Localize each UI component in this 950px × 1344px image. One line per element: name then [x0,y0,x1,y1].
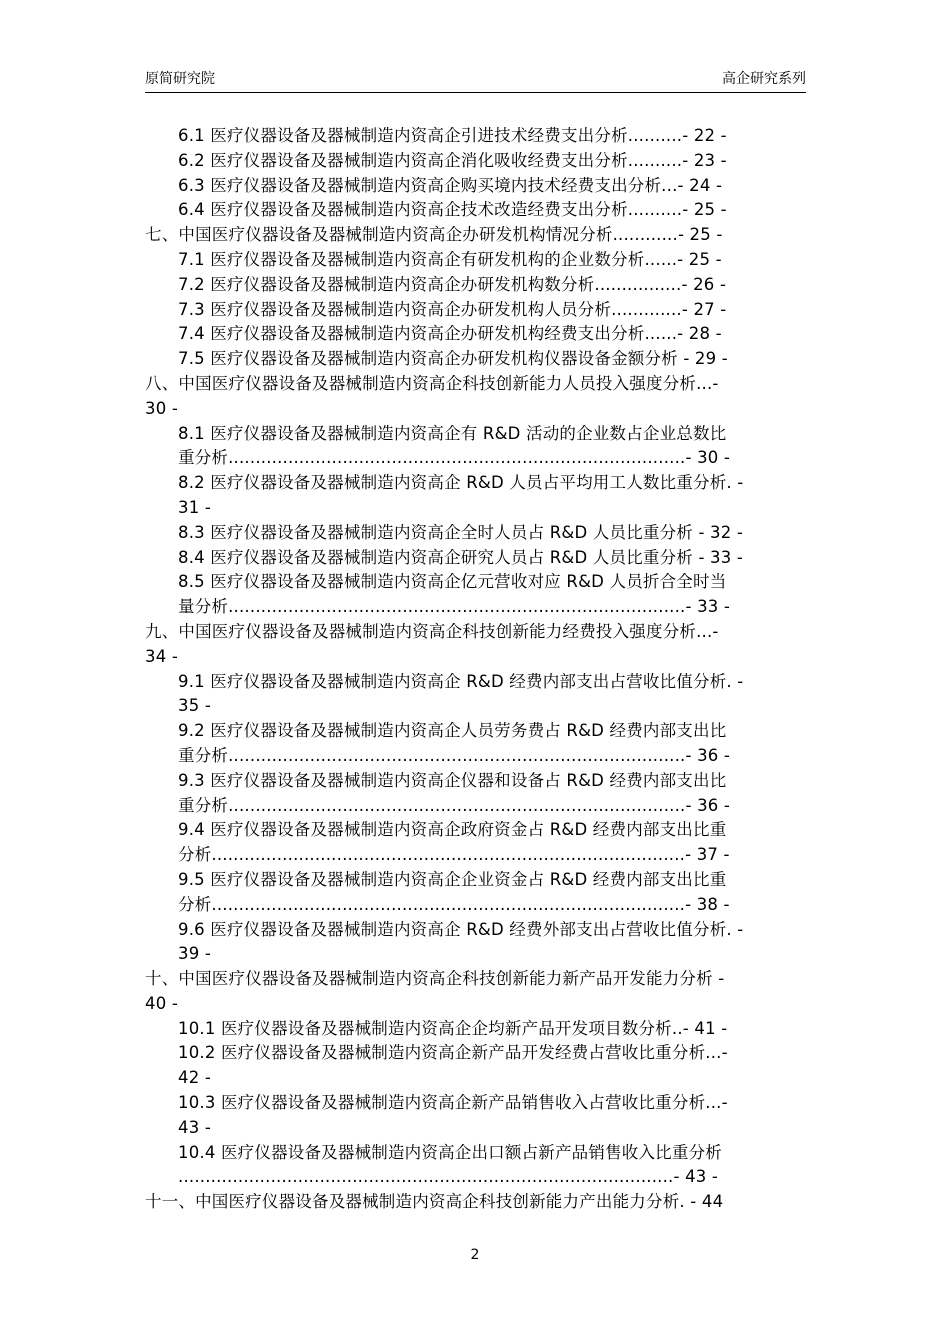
toc-entry-line: 6.1 医疗仪器设备及器械制造内资高企引进技术经费支出分析..........- 22 - [178,126,727,145]
toc-chapter-entry[interactable] [145,223,807,248]
toc-entry-line: 31 - [178,497,211,517]
toc-entry-line: ...........................................................................................- 43 - [178,1167,719,1187]
toc-entry-line: 8.4 医疗仪器设备及器械制造内资高企研究人员占 R&D 人员比重分析 - 33 - [178,547,744,567]
toc-entry-line: 重分析....................................................................................- 36 - [178,745,731,765]
toc-entry-line: 7.5 医疗仪器设备及器械制造内资高企办研发机构仪器设备金额分析 - 29 - [178,349,728,369]
toc-section-entry[interactable] [145,1041,807,1091]
toc-section-entry[interactable] [145,868,807,918]
toc-section-entry[interactable] [145,298,807,323]
toc-entry-line: 七、中国医疗仪器设备及器械制造内资高企办研发机构情况分析............- 25 - [145,225,723,245]
toc-entry-line: 6.2 医疗仪器设备及器械制造内资高企消化吸收经费支出分析..........- 23 - [178,150,727,170]
header-series: 高企研究系列 [722,71,806,87]
toc-chapter-entry[interactable] [145,372,807,422]
toc-entry-line: 42 - [178,1068,211,1088]
toc-entry-line: 九、中国医疗仪器设备及器械制造内资高企科技创新能力经费投入强度分析...- [145,621,719,641]
toc-section-entry[interactable] [145,347,807,372]
toc-entry-line: 10.3 医疗仪器设备及器械制造内资高企新产品销售收入占营收比重分析...- [178,1093,728,1113]
toc-section-entry[interactable] [145,149,807,174]
toc-entry-line: 重分析....................................................................................- 30 - [178,448,731,468]
toc-section-entry[interactable] [145,769,807,819]
toc-entry-line: 34 - [145,646,178,666]
toc-entry-line: 6.4 医疗仪器设备及器械制造内资高企技术改造经费支出分析..........- 25 - [178,200,727,220]
toc-section-entry[interactable] [145,322,807,347]
toc-entry-line: 9.1 医疗仪器设备及器械制造内资高企 R&D 经费内部支出占营收比值分析. - [178,671,744,691]
toc-chapter-entry[interactable] [145,967,807,1017]
page-number: 2 [470,1247,480,1263]
toc-entry-line: 量分析....................................................................................- 33 - [178,597,731,617]
toc-section-entry[interactable] [145,570,807,620]
toc-entry-line: 9.3 医疗仪器设备及器械制造内资高企仪器和设备占 R&D 经费内部支出比 [178,770,727,790]
toc-section-entry[interactable] [145,546,807,571]
page-header [145,70,806,93]
toc-chapter-entry[interactable] [145,620,807,670]
toc-entry-line: 7.1 医疗仪器设备及器械制造内资高企有研发机构的企业数分析......- 25 - [178,249,722,269]
toc-entry-line: 30 - [145,398,178,418]
toc-entry-line: 八、中国医疗仪器设备及器械制造内资高企科技创新能力人员投入强度分析...- [145,373,719,393]
toc-section-entry[interactable] [145,248,807,273]
toc-entry-line: 8.1 医疗仪器设备及器械制造内资高企有 R&D 活动的企业数占企业总数比 [178,423,727,443]
table-of-contents [145,124,807,1215]
toc-entry-line: 9.6 医疗仪器设备及器械制造内资高企 R&D 经费外部支出占营收比值分析. - [178,919,744,939]
toc-entry-line: 7.2 医疗仪器设备及器械制造内资高企办研发机构数分析................- 26 - [178,274,727,294]
toc-entry-line: 40 - [145,993,178,1013]
toc-section-entry[interactable] [145,1091,807,1141]
toc-section-entry[interactable] [145,471,807,521]
toc-section-entry[interactable] [145,670,807,720]
toc-section-entry[interactable] [145,273,807,298]
toc-entry-line: 7.4 医疗仪器设备及器械制造内资高企办研发机构经费支出分析......- 28 - [178,324,722,344]
toc-entry-line: 8.5 医疗仪器设备及器械制造内资高企亿元营收对应 R&D 人员折合全时当 [178,572,727,592]
toc-entry-line: 9.2 医疗仪器设备及器械制造内资高企人员劳务费占 R&D 经费内部支出比 [178,721,727,741]
toc-entry-line: 39 - [178,944,211,964]
toc-section-entry[interactable] [145,818,807,868]
toc-entry-line: 10.1 医疗仪器设备及器械制造内资高企企均新产品开发项目数分析..- 41 - [178,1018,728,1038]
toc-section-entry[interactable] [145,198,807,223]
toc-entry-line: 分析.......................................................................................- 37 - [178,845,730,865]
toc-section-entry[interactable] [145,521,807,546]
toc-entry-line: 重分析....................................................................................- 36 - [178,795,731,815]
toc-section-entry[interactable] [145,1017,807,1042]
toc-entry-line: 9.4 医疗仪器设备及器械制造内资高企政府资金占 R&D 经费内部支出比重 [178,820,727,840]
toc-section-entry[interactable] [145,719,807,769]
toc-section-entry[interactable] [145,174,807,199]
toc-section-entry[interactable] [145,124,807,149]
toc-entry-line: 43 - [178,1117,211,1137]
toc-entry-line: 10.4 医疗仪器设备及器械制造内资高企出口额占新产品销售收入比重分析 [178,1142,722,1162]
toc-entry-line: 10.2 医疗仪器设备及器械制造内资高企新产品开发经费占营收比重分析...- [178,1043,728,1063]
toc-entry-line: 6.3 医疗仪器设备及器械制造内资高企购买境内技术经费支出分析...- 24 - [178,175,723,195]
toc-entry-line: 分析.......................................................................................- 38 - [178,894,730,914]
toc-entry-line: 8.2 医疗仪器设备及器械制造内资高企 R&D 人员占平均用工人数比重分析. - [178,473,744,493]
toc-entry-line: 十一、中国医疗仪器设备及器械制造内资高企科技创新能力产出能力分析. - 44 [145,1192,724,1212]
header-publisher: 原简研究院 [145,71,215,87]
toc-entry-line: 十、中国医疗仪器设备及器械制造内资高企科技创新能力新产品开发能力分析 - [145,969,725,989]
toc-section-entry[interactable] [145,918,807,968]
toc-entry-line: 35 - [178,696,211,716]
toc-chapter-entry[interactable] [145,1190,807,1215]
toc-section-entry[interactable] [145,422,807,472]
toc-section-entry[interactable] [145,1141,807,1191]
toc-entry-line: 9.5 医疗仪器设备及器械制造内资高企企业资金占 R&D 经费内部支出比重 [178,869,727,889]
toc-entry-line: 8.3 医疗仪器设备及器械制造内资高企全时人员占 R&D 人员比重分析 - 32 - [178,522,744,542]
toc-entry-line: 7.3 医疗仪器设备及器械制造内资高企办研发机构人员分析.............- 27 - [178,299,727,319]
